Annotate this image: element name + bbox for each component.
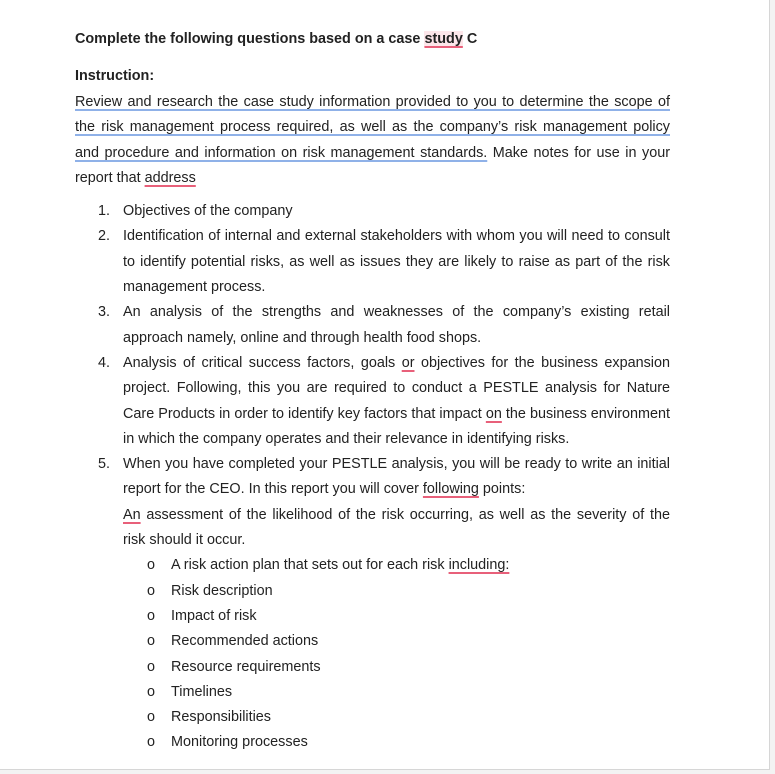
sub-item-text: Impact of risk <box>171 607 257 624</box>
list-number: 1. <box>98 203 111 220</box>
list-item-text: An analysis of the strengths and weaknesses of the company’s existing retail approach namely, online and through health food shops. <box>123 304 670 346</box>
sub-item-text: Timelines <box>171 683 233 700</box>
list-item-text: Identification of internal and external stakeholders with whom you will need to consult to identify potential risks, as well as issues they are likely to raise as part of the risk management process. <box>123 228 670 296</box>
list-number: 3. <box>98 304 111 321</box>
sub-item-text: A risk action plan that sets out for each risk <box>171 557 449 574</box>
spelling-flag[interactable]: An <box>123 506 141 523</box>
sub-bullet-list <box>123 553 670 755</box>
spelling-flag[interactable]: including: <box>448 557 510 574</box>
bullet-marker: o <box>147 557 156 574</box>
sub-item-text: Responsibilities <box>171 709 271 726</box>
bullet-marker: o <box>147 734 156 751</box>
title-text: Complete the following questions based on a case <box>75 31 425 47</box>
sub-item-text: Resource requirements <box>171 658 321 675</box>
sub-list-item <box>123 730 670 755</box>
sub-list-item <box>123 705 670 730</box>
list-item-text: Analysis of critical success factors, goals <box>123 354 402 371</box>
sub-list-item <box>123 655 670 680</box>
sub-item-text: Risk description <box>171 582 273 599</box>
list-item <box>75 199 670 224</box>
spelling-flag[interactable]: following <box>422 481 479 498</box>
spelling-flag[interactable]: address <box>144 169 196 186</box>
bullet-marker: o <box>147 582 156 599</box>
list-item-text: the business environment in which the company operates and their relevance in identifying risks. <box>123 405 670 447</box>
list-item-text: objectives for the business expansion project. Following, this you are required to conduct a PESTLE analysis for Nature Care Products in order to identify key factors that impact <box>123 354 670 422</box>
bullet-marker: o <box>147 607 156 624</box>
sub-item-text: Monitoring processes <box>171 734 308 751</box>
bullet-marker: o <box>147 633 156 650</box>
document-title <box>75 29 670 49</box>
sub-list-item <box>123 604 670 629</box>
list-item-subparagraph <box>123 503 670 554</box>
grammar-flag[interactable]: Review and research the case study information provided to you to determine the scope of the risk management process required, as well as the company’s risk management policy and procedure and information on risk management standards. <box>75 94 670 161</box>
list-item-text: When you have completed your PESTLE analysis, you will be ready to write an initial report for the CEO. In this report you will cover <box>123 456 670 498</box>
instruction-heading: Instruction: <box>75 68 155 84</box>
list-item <box>75 452 670 756</box>
instruction-paragraph <box>75 90 670 191</box>
list-item <box>75 224 670 300</box>
list-item-text: Objectives of the company <box>123 203 293 220</box>
list-item <box>75 351 670 452</box>
sub-list-item <box>123 579 670 604</box>
document-content <box>75 29 670 756</box>
sub-list-item <box>123 553 670 578</box>
bullet-marker: o <box>147 683 156 700</box>
spelling-flag[interactable]: study <box>424 31 463 47</box>
instruction-text: Make notes for use in your report that <box>75 144 670 186</box>
sub-list-item <box>123 629 670 654</box>
list-number: 4. <box>98 354 111 371</box>
spelling-flag[interactable]: on <box>485 405 502 422</box>
list-item-text: assessment of the likelihood of the risk occurring, as well as the severity of the risk should it occur. <box>123 506 670 549</box>
sub-item-text: Recommended actions <box>171 633 319 650</box>
spelling-flag[interactable]: or <box>401 354 415 371</box>
list-number: 5. <box>98 456 111 473</box>
bullet-marker: o <box>147 709 156 726</box>
sub-list-item <box>123 680 670 705</box>
bullet-marker: o <box>147 658 156 675</box>
question-list <box>75 199 670 756</box>
list-number: 2. <box>98 228 111 245</box>
title-suffix: C <box>462 31 478 47</box>
list-item-text: points: <box>478 481 526 498</box>
list-item <box>75 300 670 351</box>
